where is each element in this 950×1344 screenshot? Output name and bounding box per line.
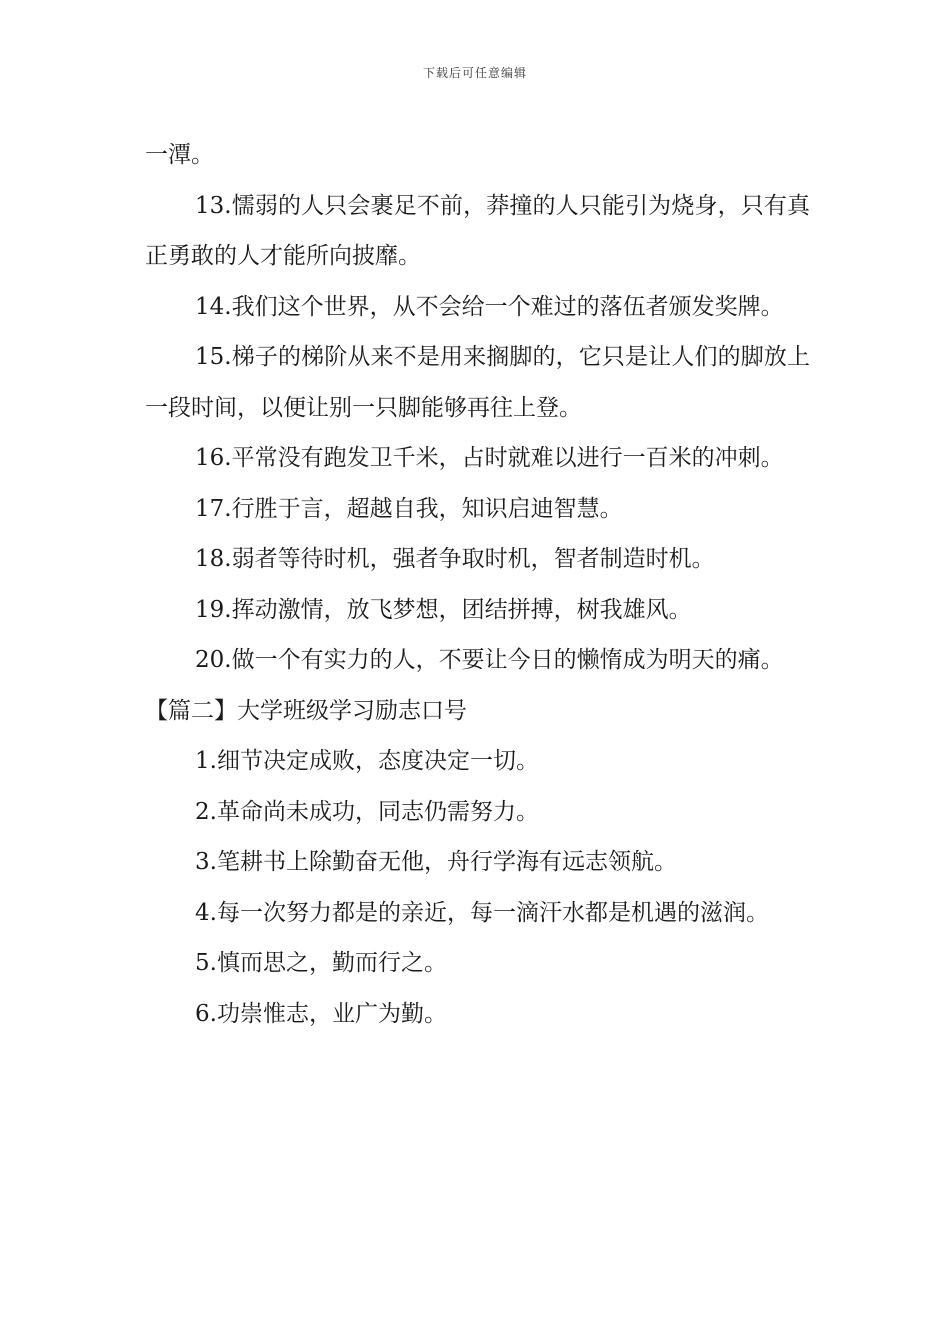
slogan-2-4: 4.每一次努力都是的亲近，每一滴汗水都是机遇的滋润。 (195, 899, 769, 926)
page-header-note: 下载后可任意编辑 (422, 66, 527, 80)
slogan-19: 19.挥动激情，放飞梦想，团结拼搏，树我雄风。 (195, 596, 692, 623)
slogan-2-3: 3.笔耕书上除勤奋无他，舟行学海有远志领航。 (195, 849, 677, 875)
slogan-2-5: 5.慎而思之，勤而行之。 (195, 950, 447, 976)
slogan-2-1: 1.细节决定成败，态度决定一切。 (195, 748, 539, 774)
slogan-14: 14.我们这个世界，从不会给一个难过的落伍者颁发奖牌。 (195, 293, 784, 320)
slogan-15: 15.梯子的梯阶从来不是用来搁脚的，它只是让人们的脚放上一段时间，以便让别一只脚能够再往上登。 (145, 344, 810, 421)
slogan-18: 18.弱者等待时机，强者争取时机，智者制造时机。 (195, 546, 715, 572)
document-body (145, 130, 810, 1039)
section-heading: 【篇二】大学班级学习励志口号 (145, 697, 467, 724)
slogan-2-6: 6.功崇惟志，业广为勤。 (195, 1000, 447, 1027)
slogan-17: 17.行胜于言，超越自我，知识启迪智慧。 (195, 495, 623, 522)
slogan-2-2: 2.革命尚未成功，同志仍需努力。 (195, 798, 539, 825)
slogan-13: 13.懦弱的人只会裹足不前，莽撞的人只能引为烧身，只有真正勇敢的人才能所向披靡。 (145, 192, 810, 269)
slogan-16: 16.平常没有跑发卫千米，占时就难以进行一百米的冲刺。 (195, 445, 784, 471)
slogan-20: 20.做一个有实力的人，不要让今日的懒惰成为明天的痛。 (195, 647, 784, 673)
paragraph-continuation: 一潭。 (145, 142, 214, 168)
